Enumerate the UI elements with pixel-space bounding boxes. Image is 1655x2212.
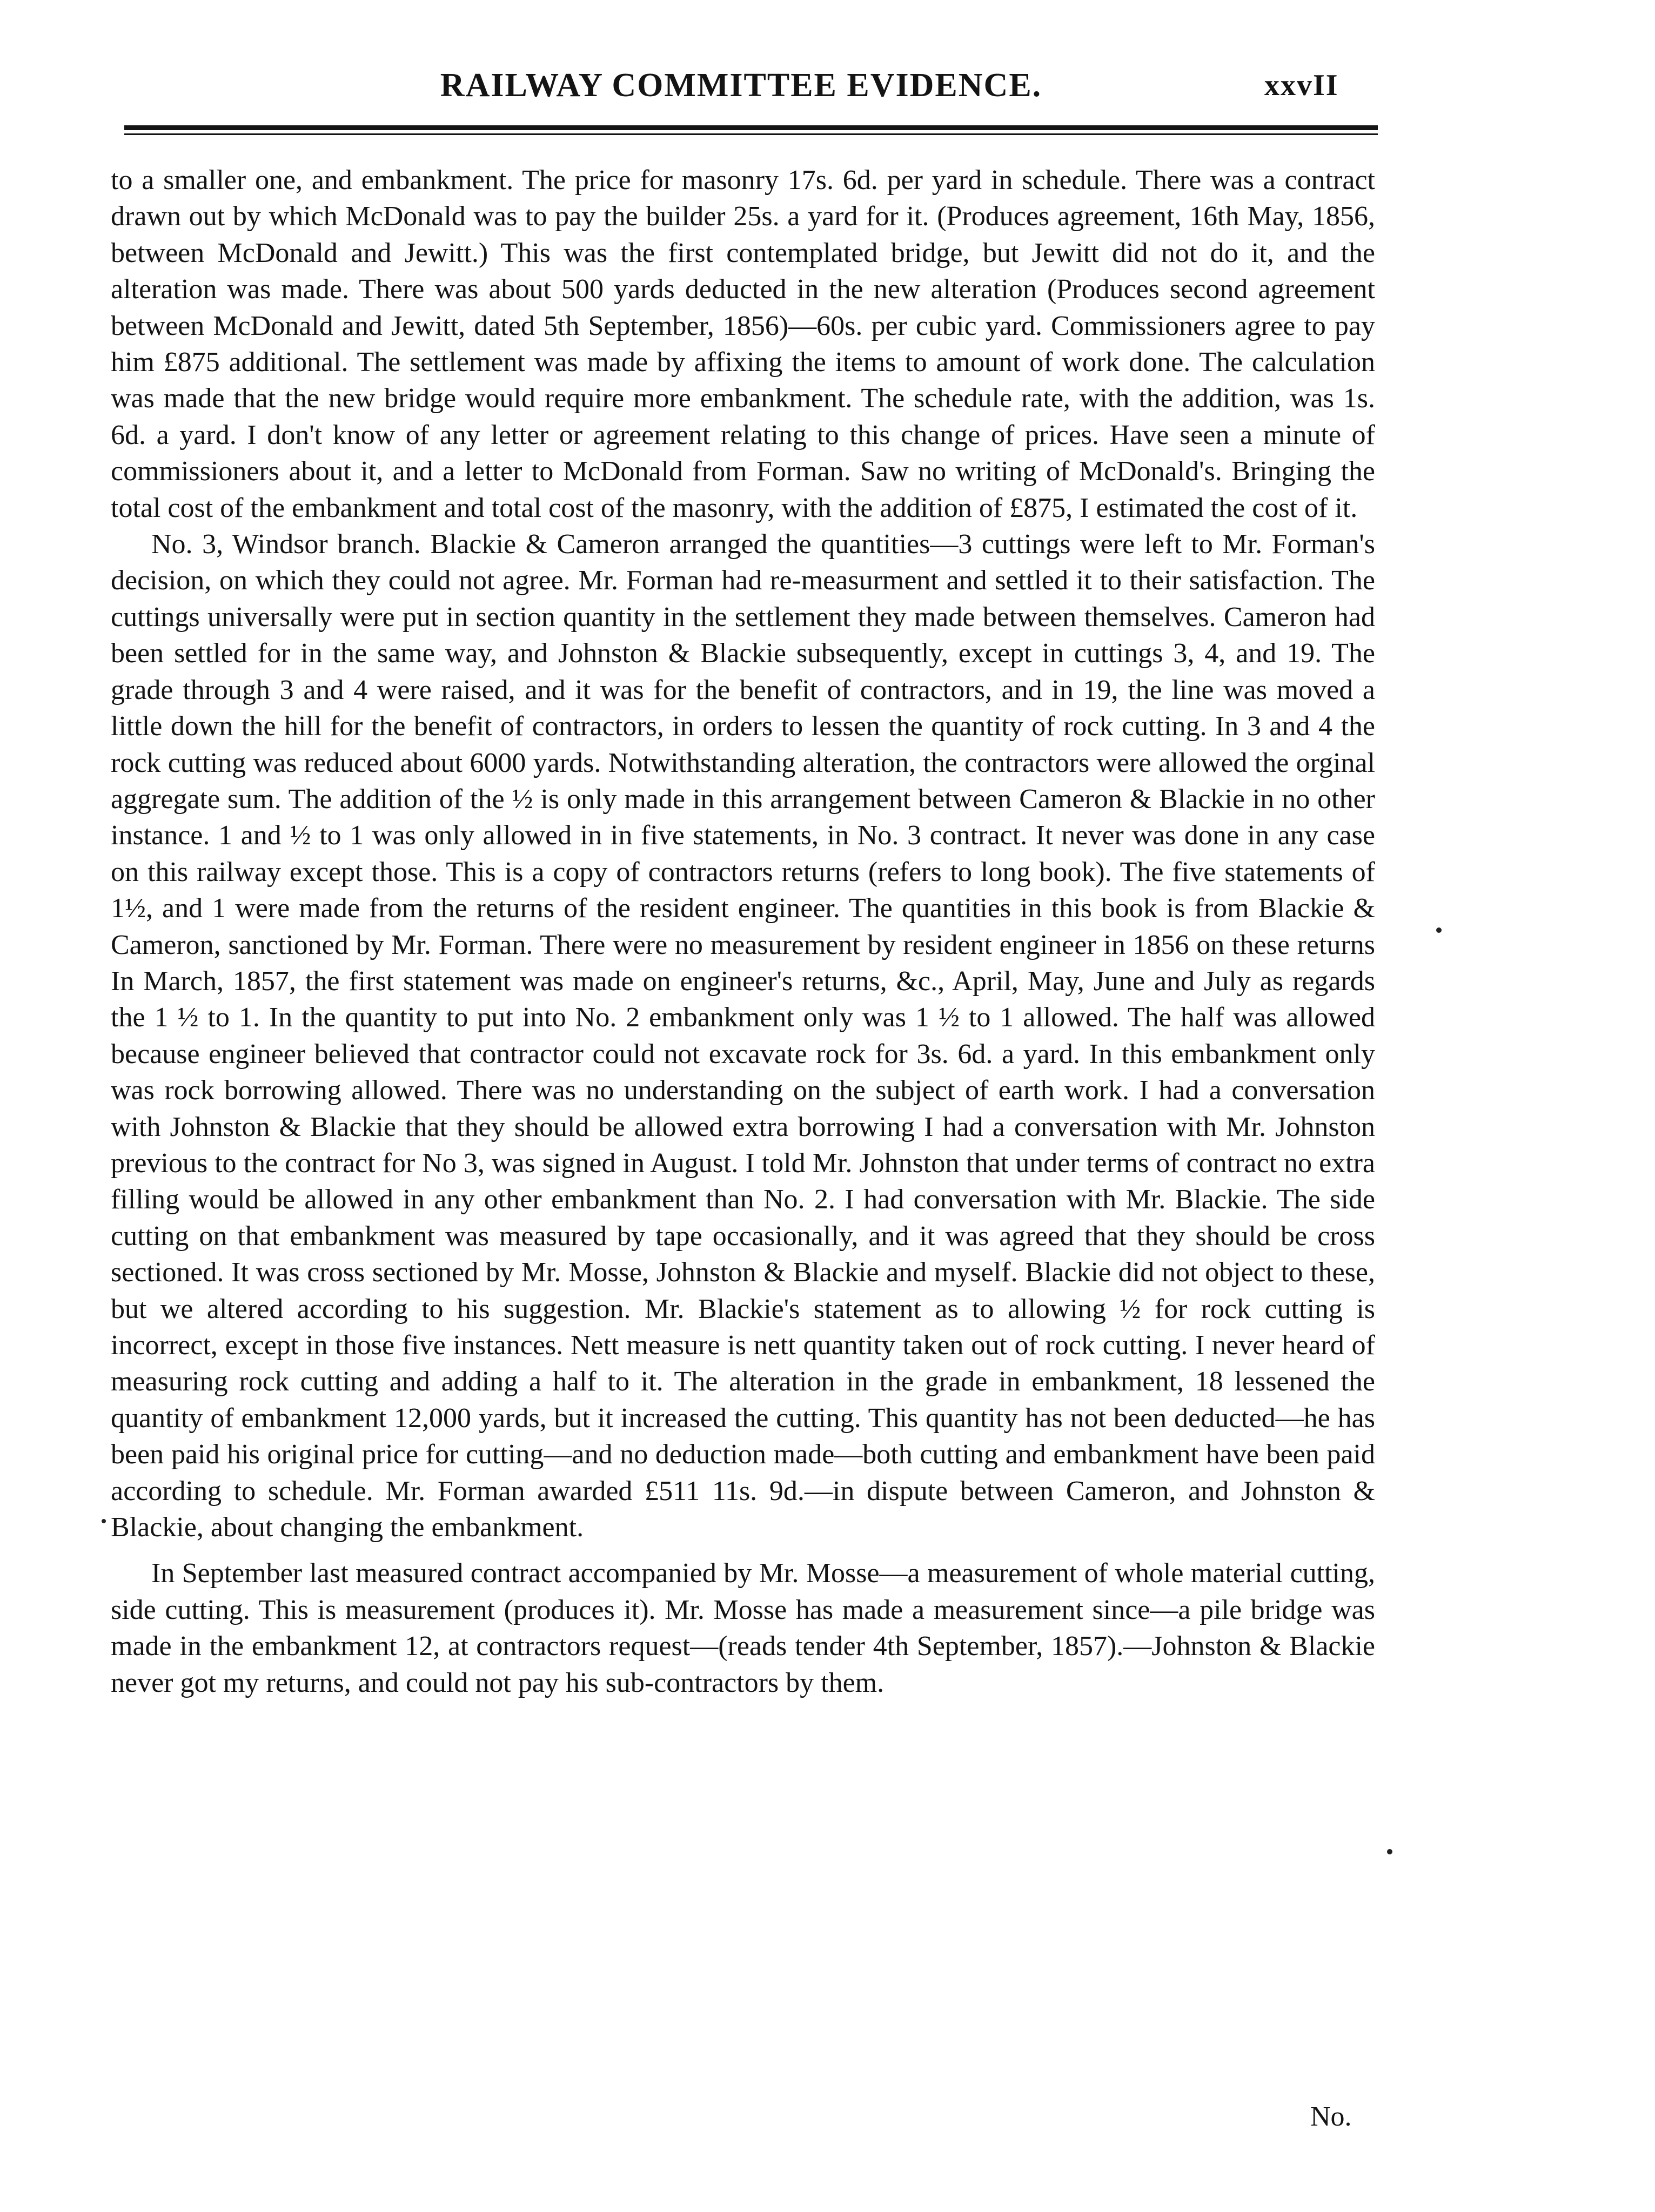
page-header [108,64,1374,107]
catchword: No. [1310,2101,1352,2132]
ink-speck [1387,1849,1392,1854]
running-title: RAILWAY COMMITTEE EVIDENCE. [440,67,1042,104]
header-rule-thin [124,133,1378,135]
paragraph-continuation: to a smaller one, and embankment. The price for masonry 17s. 6d. per yard in schedule. There was a contract drawn out by which McDonald was to pay the builder 25s. a yard for it. (Produces agreement, 16th May, 1856, between McDonald and Jewitt.) This was the first contemplated bridge, but Jewitt did not do it, and the alteration was made. There was about 500 yards deducted in the new alteration (Produces second agreement between McDonald and Jewitt, dated 5th September, 1856)—60s. per cubic yard. Commissioners agree to pay him £875 additional. The settlement was made by affixing the items to amount of work done. The calculation was made that the new bridge would require more embankment. The schedule rate, with the addition, was 1s. 6d. a yard. I don't know of any letter or agreement relating to this change of prices. Have seen a minute of commissioners about it, and a letter to McDonald from Forman. Saw no writing of McDonald's. Bringing the total cost of the embankment and total cost of the masonry, with the addition of £875, I estimated the cost of it. [111,165,1375,523]
paragraph-windsor-branch: No. 3, Windsor branch. Blackie & Cameron arranged the quantities—3 cuttings were left to Mr. Forman's decision, on which they could not agree. Mr. Forman had re-measurment and settled it to their satisfaction. The cuttings universally were put in section quantity in the settlement they made between themselves. Cameron had been settled for in the same way, and Johnston & Blackie subsequently, except in cuttings 3, 4, and 19. The grade through 3 and 4 were raised, and it was for the benefit of contractors, and in 19, the line was moved a little down the hill for the benefit of contractors, in orders to lessen the quantity of rock cutting. In 3 and 4 the rock cutting was reduced about 6000 yards. Notwithstanding alteration, the contractors were allowed the orginal aggregate sum. The addition of the ½ is only made in this arrangement between Cameron & Blackie in no other instance. 1 and ½ to 1 was only allowed in in five statements, in No. 3 contract. It never was done in any case on this railway except those. This is a copy of contractors returns (refers to long book). The five statements of 1½, and 1 were made from the returns of the resident engineer. The quantities in this book is from Blackie & Cameron, sanctioned by Mr. Forman. There were no measurement by resident engineer in 1856 on these returns In March, 1857, the first statement was made on engineer's returns, &c., April, May, June and July as regards the 1 ½ to 1. In the quantity to put into No. 2 embankment only was 1 ½ to 1 allowed. The half was allowed because engineer believed that contractor could not excavate rock for 3s. 6d. a yard. In this embankment only was rock borrowing allowed. There was no understanding on the subject of earth work. I had a conversation with Johnston & Blackie that they should be allowed extra borrowing I had a conversation with Mr. Johnston previous to the contract for No 3, was signed in August. I told Mr. Johnston that under terms of contract no extra filling would be allowed in any other embankment than No. 2. I had conversation with Mr. Blackie. The side cutting on that embankment was measured by tape occasionally, and it was agreed that they should be cross sectioned. It was cross sectioned by Mr. Mosse, Johnston & Blackie and myself. Blackie did not object to these, but we altered according to his suggestion. Mr. Blackie's statement as to allowing ½ for rock cutting is incorrect, except in those five instances. Nett measure is nett quantity taken out of rock cutting. I never heard of measuring rock cutting and adding a half to it. The alteration in the grade in embankment, 18 lessened the quantity of embankment 12,000 yards, but it increased the cutting. This quantity has not been deducted—he has been paid his original price for cutting—and no deduction made—both cutting and embankment have been paid according to schedule. Mr. Forman awarded £511 11s. 9d.—in dispute between Cameron, and Johnston & Blackie, about changing the embankment. [111,529,1375,1543]
paragraph-september-measurement: In September last measured contract accompanied by Mr. Mosse—a measurement of whole material cutting, side cutting. This is measurement (produces it). Mr. Mosse has made a measurement since—a pile bridge was made in the embankment 12, at contractors request—(reads tender 4th September, 1857).—Johnston & Blackie never got my returns, and could not pay his sub-contractors by them. [111,1558,1375,1698]
ink-speck [102,1519,106,1523]
body-text [111,162,1375,1701]
header-rule-thick [124,125,1378,130]
page-number: xxvII [1264,69,1339,102]
ink-speck [1436,927,1442,933]
